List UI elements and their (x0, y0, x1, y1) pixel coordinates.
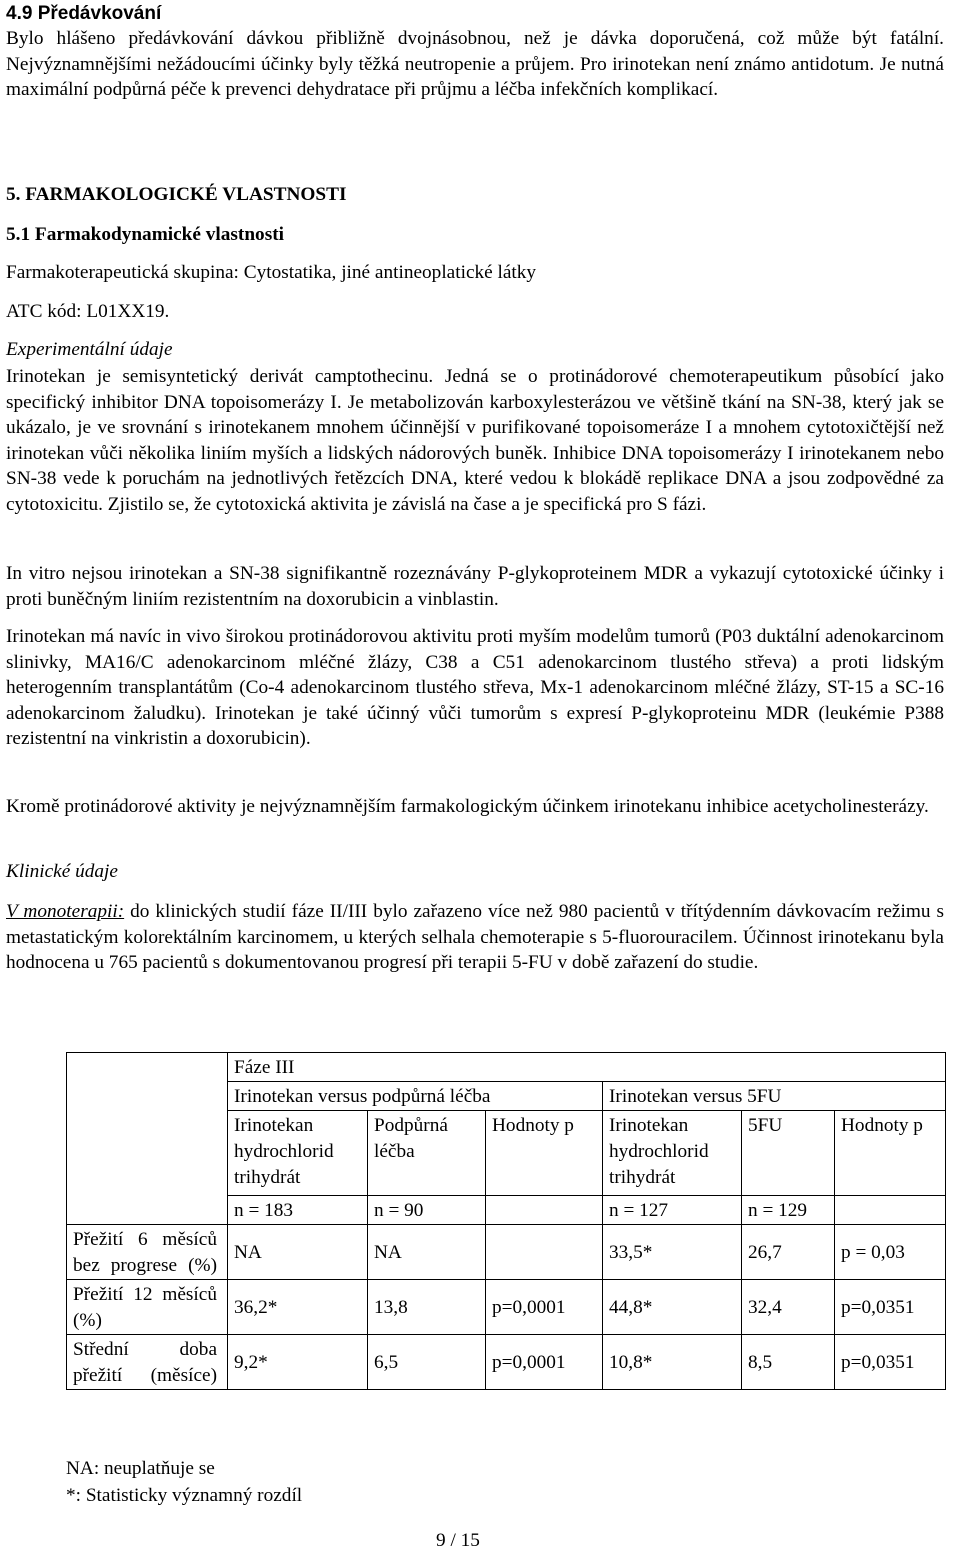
n-value: n = 183 (228, 1196, 368, 1225)
monotherapy-label: V monoterapii: (6, 901, 125, 922)
table-cell: 44,8* (603, 1280, 742, 1335)
table-cell: p=0,0001 (486, 1335, 603, 1390)
table-cell: 9,2* (228, 1335, 368, 1390)
group1-header: Irinotekan versus podpůrná léčba (228, 1082, 603, 1111)
table-cell: 13,8 (368, 1280, 486, 1335)
table-cell: p = 0,03 (835, 1225, 946, 1280)
efficacy-table (66, 1052, 946, 1390)
table-cell: p=0,0351 (835, 1280, 946, 1335)
monotherapy-paragraph (6, 899, 944, 976)
table-cell: p=0,0001 (486, 1280, 603, 1335)
column-header: Irinotekan hydrochlorid trihydrát (228, 1111, 368, 1196)
column-header: Hodnoty p (486, 1111, 603, 1196)
row-label: Přežití 6 měsíců bez progrese (%) (67, 1225, 228, 1280)
overdose-paragraph: Bylo hlášeno předávkování dávkou přibližně dvojnásobnou, než je dávka doporučená, což může být fatální. Nejvýznamnějšími nežádoucími účinky byly těžká neutropenie a průjem. Pro irinotekan není známo antidotum. Je nutná maximální podpůrná péče k prevenci dehydratace při průjmu a léčba infekčních komplikací. (6, 28, 944, 101)
table-row (67, 1053, 946, 1082)
table-cell: 8,5 (742, 1335, 835, 1390)
atc-code: ATC kód: L01XX19. (6, 301, 170, 322)
table-cell (486, 1225, 603, 1280)
column-header: 5FU (742, 1111, 835, 1196)
row-label: Střední doba přežití (měsíce) (67, 1335, 228, 1390)
table-cell: 36,2* (228, 1280, 368, 1335)
row-label: Přežití 12 měsíců (%) (67, 1280, 228, 1335)
table-cell: 10,8* (603, 1335, 742, 1390)
in-vivo-paragraph: Irinotekan má navíc in vivo širokou protinádorovou aktivitu proti myším modelům tumorů (P03 duktální adenokarcinom slinivky, MA16/C adenokarcinom mléčné žlázy, C38 a C51 adenokarcinom tlustého střeva) a proti lidským heterogenním transplantátům (Co-4 adenokarcinom tlustého střeva, Mx-1 adenokarcinom mléčné žlázy, ST-15 a SC-16 adenokarcinom žaludku). Irinotekan je také účinný vůči tumorům s expresí P-glykoproteinu MDR (leukémie P388 rezistentní na vinkristin a doxorubicin). (6, 626, 944, 750)
table-row (67, 1196, 946, 1225)
n-value (486, 1196, 603, 1225)
table-cell: NA (368, 1225, 486, 1280)
group2-header: Irinotekan versus 5FU (603, 1082, 946, 1111)
page-number: 9 / 15 (436, 1530, 480, 1551)
clinical-heading: Klinické údaje (6, 861, 118, 882)
table-row (67, 1335, 946, 1390)
column-header: Hodnoty p (835, 1111, 946, 1196)
table-cell: NA (228, 1225, 368, 1280)
acetylcholinesterase-paragraph: Kromě protinádorové aktivity je nejvýznamnějším farmakologickým účinkem irinotekanu inhibice acetycholinesterázy. (6, 796, 929, 817)
table-cell: 33,5* (603, 1225, 742, 1280)
table-cell: p=0,0351 (835, 1335, 946, 1390)
n-value (835, 1196, 946, 1225)
footnote-na: NA: neuplatňuje se (66, 1458, 215, 1479)
section-5-1-title: 5.1 Farmakodynamické vlastnosti (6, 224, 284, 245)
table-cell: 32,4 (742, 1280, 835, 1335)
table-cell: 26,7 (742, 1225, 835, 1280)
table-row (67, 1225, 946, 1280)
experimental-paragraph: Irinotekan je semisyntetický derivát camptothecinu. Jedná se o protinádorové chemoterapeutikum působící jako specifický inhibitor DNA topoisomerázy I. Je metabolizován karboxylesterázou ve většině tkání na SN-38, který jak se ukázalo, je ve srovnání s irinotekanem mnohem účinnější v purifikované topoisomeráze I a mnohem cytotoxičtější než irinotekan vůči několika liniím myších a lidských nádorových buněk. Inhibice DNA topoisomerázy I irinotekanem nebo SN-38 vede k poruchám na jednotlivých řetězcích DNA, které vedou k blokádě replikace DNA a jsou zodpovědné za cytotoxicitu. Zjistilo se, že cytotoxická aktivita je závislá na čase a je specifická pro S fázi. (6, 366, 944, 515)
section-5-title: 5. FARMAKOLOGICKÉ VLASTNOSTI (6, 184, 347, 205)
table-row (67, 1280, 946, 1335)
n-value: n = 129 (742, 1196, 835, 1225)
experimental-heading: Experimentální údaje (6, 339, 173, 360)
n-value: n = 90 (368, 1196, 486, 1225)
in-vitro-paragraph: In vitro nejsou irinotekan a SN-38 signifikantně rozeznávány P-glykoproteinem MDR a vykazují cytotoxické účinky i proti buněčným liniím rezistentním na doxorubicin a vinblastin. (6, 563, 944, 610)
pharmacotherapeutic-group: Farmakoterapeutická skupina: Cytostatika, jiné antineoplatické látky (6, 262, 537, 283)
section-4-9-title: 4.9 Předávkování (6, 3, 162, 24)
phase-cell: Fáze III (228, 1053, 946, 1082)
monotherapy-text: do klinických studií fáze II/III bylo zařazeno více než 980 pacientů v třítýdenním dávkovacím režimu s metastatickým kolorektálním karcinomem, u kterých selhala chemoterapie s 5-fluorouracilem. Účinnost irinotekanu byla hodnocena u 765 pacientů s dokumentovanou progresí při terapii 5-FU v době zařazení do studie. (6, 901, 944, 974)
table-cell: 6,5 (368, 1335, 486, 1390)
n-value: n = 127 (603, 1196, 742, 1225)
column-header: Irinotekan hydrochlorid trihydrát (603, 1111, 742, 1196)
column-header: Podpůrná léčba (368, 1111, 486, 1196)
footnote-significance: *: Statisticky významný rozdíl (66, 1485, 303, 1506)
